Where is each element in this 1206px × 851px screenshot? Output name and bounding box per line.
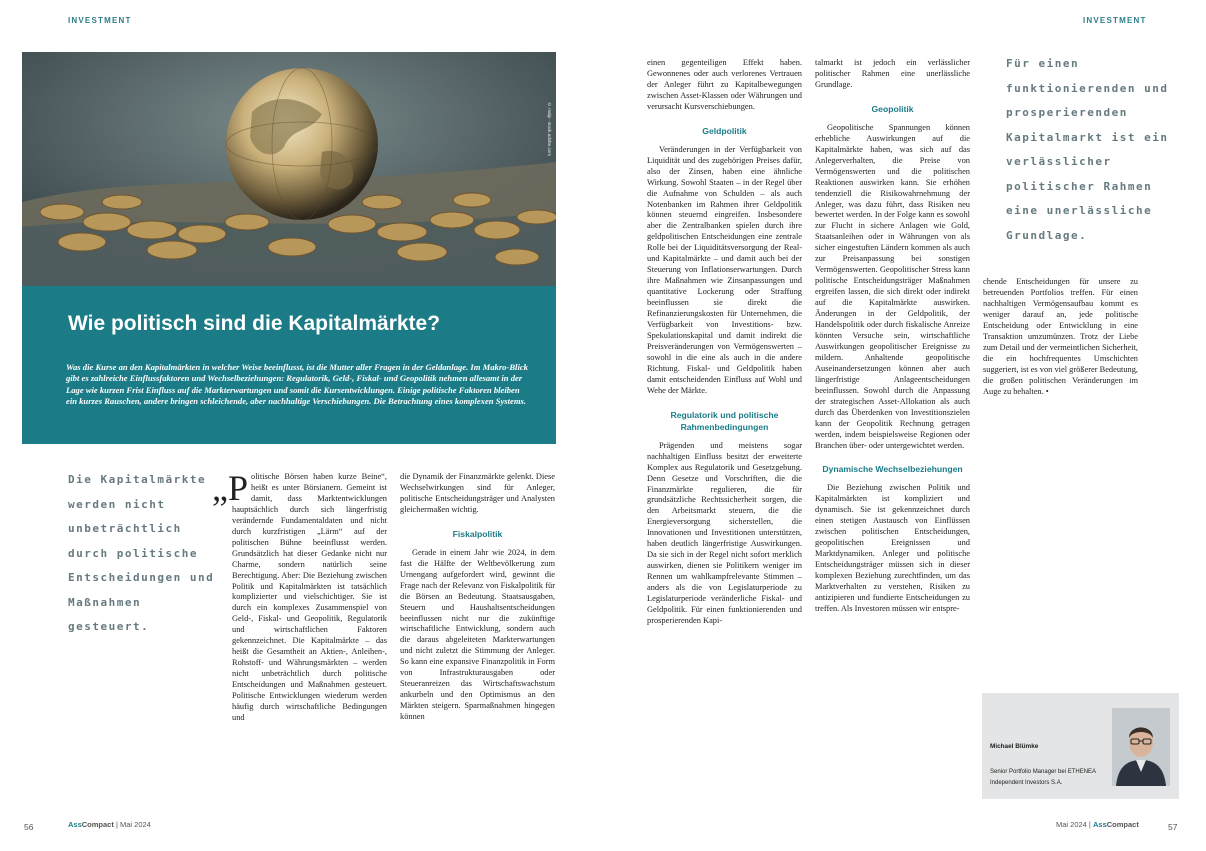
text-column-2	[400, 472, 555, 723]
paragraph: Die Beziehung zwischen Politik und Kapitalmärkten ist kompliziert und dynamisch. Sie ist gekennzeichnet durch einen stetigen Austausch von Einflüssen zwischen politischen Entscheidungen, geopolitischen Ereignissen und Marktdynamiken. Anleger und politische Entscheidungsträger müssen sich in dieser komplexen Beziehung zurechtfinden, um das Marktverhalten zu verstehen, Risiken zu antizipieren und fundierte Entscheidungen zu treffen. Als Investoren müssen wir entspre-	[815, 483, 970, 613]
intro-paragraph	[212, 468, 387, 724]
author-role-line: Senior Portfolio Manager bei ETHENEA	[990, 769, 1097, 775]
footer-right	[1056, 820, 1139, 829]
author-box	[982, 693, 1179, 799]
paragraph: Gerade in einem Jahr wie 2024, in dem fast die Hälfte der Weltbevölkerung zum Urnengang aufgefordert wird, gewinnt die Frage nach der Relevanz von Fiskalpolitik für die Börsen an Bedeutung. Staatsausgaben, Steuern und Haushaltsentscheidungen beeinflussen nicht nur die zukünftige wirtschaftliche Entwicklung, sondern auch die daraus abgeleiteten Markterwartungen und nicht zuletzt die Stimmung der Anleger. So kann eine expansive Finanzpolitik in Form von Infrastrukturausgaben oder Steueranreizen das Wirtschaftswachstum ankurbeln und den Optimismus an den Märkten steigern. Sparmaßnahmen hingegen können	[400, 547, 555, 722]
author-role	[990, 767, 1120, 789]
author-company-line: Independent Investors S.A.	[990, 780, 1063, 786]
text-column-5	[983, 277, 1138, 397]
globe-coins-illustration	[22, 52, 556, 286]
issue-date: Mai 2024 |	[1056, 820, 1093, 829]
person-portrait-icon	[1112, 708, 1170, 786]
page-number-right: 57	[1168, 822, 1178, 832]
text-column-3	[647, 58, 802, 627]
author-name: Michael Blümke	[990, 743, 1039, 750]
subheading-regulatorik: Regulatorik und politische Rahmenbedingungen	[670, 409, 779, 432]
brand-compact: Compact	[1106, 820, 1139, 829]
subheading-fiskalpolitik: Fiskalpolitik	[452, 528, 503, 539]
text-column-1	[212, 468, 387, 724]
article-title: Wie politisch sind die Kapitalmärkte?	[68, 312, 441, 335]
paragraph: einen gegenteiligen Effekt haben. Gewonnenes oder auch verlorenes Vertrauen der Anleger führt zu Kapitalbewegungen zwischen Asset-Klassen oder Währungen und verursacht Kursverschiebungen.	[647, 58, 802, 111]
subheading-dynamische-wechselbeziehungen: Dynamische Wechselbeziehungen	[822, 464, 963, 475]
drop-cap: „P	[212, 468, 248, 508]
text-column-4	[815, 58, 970, 615]
section-label-right: INVESTMENT	[1083, 16, 1147, 25]
pull-quote-left: Die Kapitalmärkte werden nicht unbeträchtlich durch politische Entscheidungen und Maßnahmen gesteuert.	[68, 473, 215, 633]
paragraph: talmarkt ist jedoch ein verlässlicher politischer Rahmen eine unerlässliche Grundlage.	[815, 58, 970, 89]
photo-credit: © malp - stock.adobe.com	[547, 102, 552, 157]
paragraph	[983, 277, 1138, 397]
brand-compact: Compact	[81, 820, 114, 829]
brand-ass: Ass	[68, 820, 82, 829]
section-label-left: INVESTMENT	[68, 16, 132, 25]
intro-text: olitische Börsen haben kurze Beine“, heißt es unter Börsianern. Gemeint ist damit, dass Marktentwicklungen hauptsächlich durch sich längerfristig verändernde Fundamentaldaten und nicht durch kurzfristigen „Lärm“ auf der politischen Bühne beeinflusst werden. Grundsätzlich hat dieser Gedanke nicht nur Charme, sondern natürlich seine Berechtigung. Aber: Die Beziehung zwischen Politik und Kapitalmärkten ist tatsächlich komplizierter und vielschichtiger. Sie ist durch ein komplexes Zusammenspiel von Geld-, Fiskal- und Geopolitik, Regulatorik und wirtschaftlichen Faktoren gekennzeichnet. Die Kapitalmärkte – das heißt die Gesamtheit an Aktien-, Anleihen-, Rohstoff- und Währungsmärkten – werden nicht unbeträchtlich durch politische Entscheidungen und Maßnahmen gesteuert. Politische Entwicklungen wiederum werden häufig durch wirtschaftliche Bedingungen und	[232, 472, 387, 722]
issue-date: | Mai 2024	[113, 820, 151, 829]
author-portrait	[1112, 708, 1170, 786]
end-mark: •	[1045, 386, 1049, 396]
pull-quote-right: Für einen funktionierenden und prosperierenden Kapitalmarkt ist ein verlässlicher politischer Rahmen eine unerlässliche Grundlage.	[1006, 57, 1169, 242]
brand-ass: Ass	[1092, 820, 1107, 829]
paragraph: Prägenden und meistens sogar nachhaltigen Einfluss besitzt der erweiterte Komplex aus Regulatorik und Gesetzgebung. Denn Gesetze und Vorschriften, die die Finanzmärkte regulieren, die für grundsätzliche Rechtssicherheit sorgen, die den Arbeitsmarkt steuern, die die Energieversorgung sicherstellen, die Innovationen und Investitionen unterstützen, haben deutlich längerfristige Auswirkungen. Da sie sich in der Regel nicht sofort merklich auswirken, dienen sie Politikern weniger im Rennen um wahlkampfrelevante Stimmen – anders als die von Legislaturperiode zu Legislaturperiode veränderliche Fiskal- und Geldpolitik. Für einen funktionierenden und prosperierenden Kapi-	[647, 440, 802, 625]
footer-left	[68, 820, 151, 829]
paragraph: Geopolitische Spannungen können erhebliche Auswirkungen auf die Kapitalmärkte haben, was sich auf das Anlegerverhalten, die Preise von Vermögenswerten und die politischen Reaktionen auswirken kann. Sie erhöhen tendenziell die Risikowahrnehmung der Anleger, was dazu führt, dass Risiken neu bewertet werden. In der Folge kann es sowohl zur Flucht in sichere Anlagen wie Gold, Staatsanleihen oder in Währungen von als sicher eingestuften Ländern kommen als auch zur Preisanpassung bei sonstigen Vermögenswerten. Geopolitischer Stress kann politische Entscheidungsträger Maßnahmen ergreifen lassen, die sich direkt oder indirekt auf die Kapitalmärkte auswirken. Änderungen in der Geldpolitik, der Handelspolitik oder durch fiskalische Anreize könnten Versuche sein, wirtschaftliche Auswirkungen geopolitischer Ereignisse zu mildern. Anhaltende geopolitische Auseinandersetzungen können aber auch längerfristige Anlageentscheidungen beeinflussen. Sowohl durch die Anpassung der strategischen Asset-Allokation als auch durch das Überdenken von Investitionszielen kann der Geopolitik Rechnung getragen werden, indem beispielsweise Regionen oder Branchen über- oder untergewichtet werden.	[815, 122, 970, 450]
paragraph: Veränderungen in der Verfügbarkeit von Liquidität und des zugehörigen Preises dafür, also der Zinsen, haben eine ähnliche Wirkung. Sowohl Staaten – in der Regel über die Aufnahme von Schulden – als auch Notenbanken im Rahmen ihrer Geldpolitik können steuernd eingreifen. Insbesondere aber die Zentralbanken spielen durch ihre geldpolitischen Entscheidungen eine zentrale Rolle bei der Liquiditätsversorgung der Real- und Kapitalmärkte – und damit auch bei der Steuerung von Inflationserwartungen. Durch ihre Maßnahmen wie Zinsanpassungen und quantitative Lockerung oder Straffung beeinflussen sie direkt die Refinanzierungskosten für Unternehmen, die Verfügbarkeit von Investitions- bzw. Spekulationskapital und damit indirekt die Preisveränderungen von Vermögenswerten – sowohl in die eine als auch in die andere Richtung. Fiskal- und Geldpolitik haben damit entscheidenden Einfluss auf Wohl und Wehe der Märkte.	[647, 144, 802, 395]
paragraph: die Dynamik der Finanzmärkte gelenkt. Diese Wechselwirkungen sind für Anleger, politische Entscheidungsträger und Analysten gleichermaßen wichtig.	[400, 472, 555, 514]
closing-text: chende Entscheidungen für unsere zu betreuenden Portfolios treffen. Für einen nachhaltigen Vermögensaufbau kommt es weniger darauf an, jede politische Entscheidung oder Entwicklung in eine Transaktion umzumünzen. Trotz der Liebe zum Detail und der vermeintlichen Sicherheit, die ein hochfrequentes Umschichten suggeriert, ist es von viel größerer Bedeutung, die großen politischen Veränderungen im Auge zu behalten.	[983, 277, 1138, 396]
subheading-geldpolitik: Geldpolitik	[702, 125, 747, 136]
article-photo	[22, 52, 556, 286]
page-number-left: 56	[24, 822, 34, 832]
article-lead: Was die Kurse an den Kapitalmärkten in welcher Weise beeinflusst, ist die Mutter aller Fragen in der Geldanlage. Im Makro-Blick gibt es zahlreiche Einflussfaktoren und Wechselbeziehungen: Regulatorik, Geld-, Fiskal- und Geopolitik nehmen allesamt in der Lage wie kurzen Frist Einfluss auf die Markterwartungen und somit die Kursentwicklungen. Einige politische Faktoren bleiben ein kurzes Rauschen, andere bringen schleichende, aber nachhaltige Verschiebungen. Die Betrachtung eines komplexen Systems.	[66, 362, 528, 406]
title-banner	[22, 286, 556, 444]
subheading-geopolitik: Geopolitik	[871, 103, 914, 114]
